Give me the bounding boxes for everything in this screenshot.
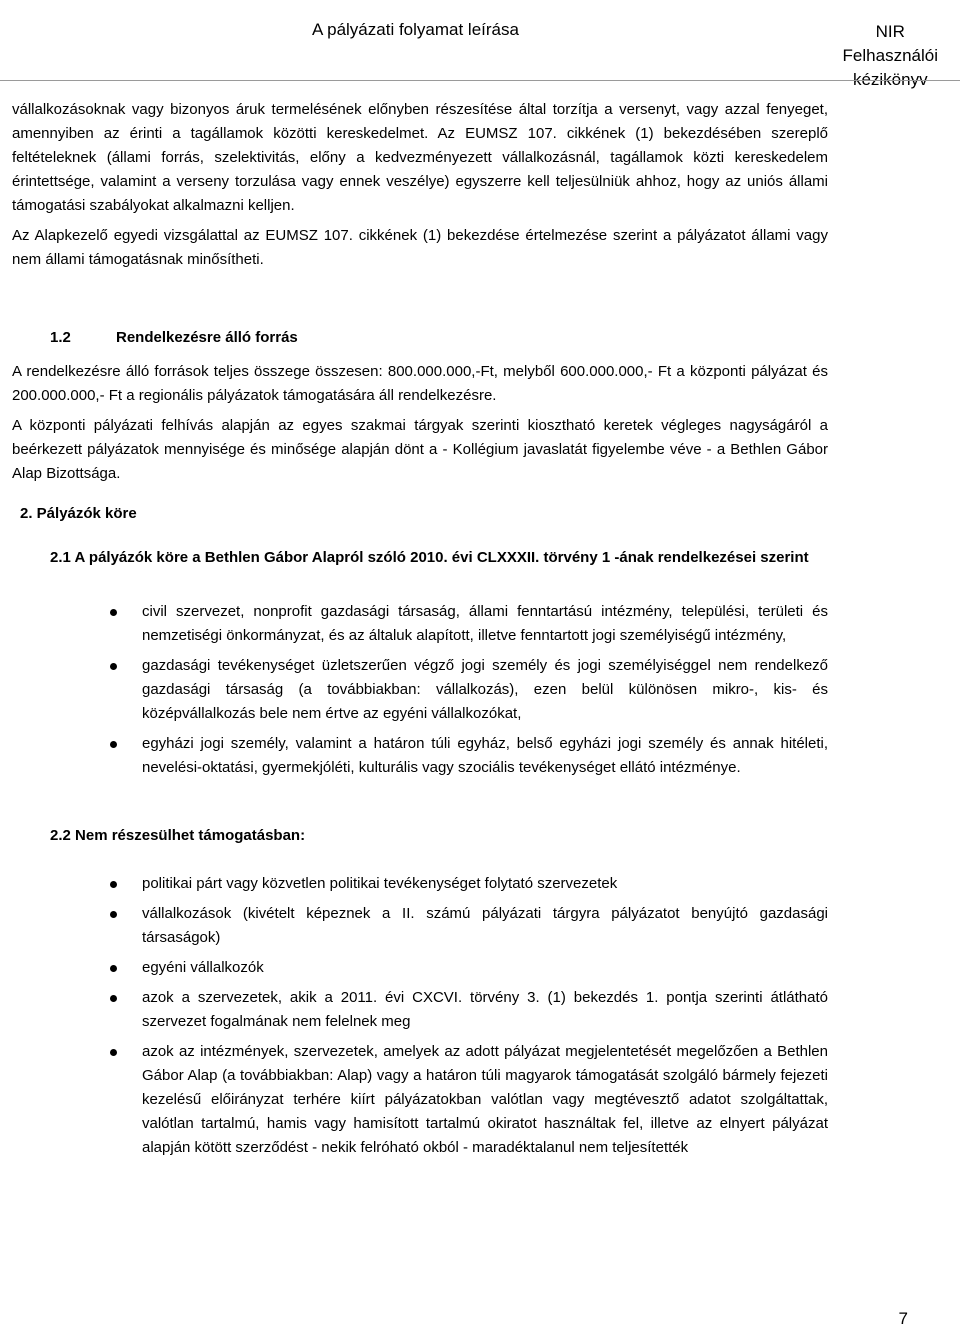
header-nir: NIR [875, 22, 905, 41]
list-item: azok az intézmények, szervezetek, amelyek az adott pályázat megjelentetését megelőzően a Bethlen Gábor Alap (a továbbiakban: Alap) vagy a határon túli magyarok támogatását szolgáló bármely fejezeti kezelésű előirányzat terhére kiírt pályázatokban valótlan vagy megtévesztő adatot szolgáltattak, valótlan tartalmú, hamis vagy hamisított tartalmú okiratot használtak fel, illetve az elnyert pályázat alapján kötött szerződést - nekik felróható okból - maradéktalanul nem teljesítették [12, 1040, 828, 1160]
section-heading-2-1: 2.1 A pályázók köre a Bethlen Gábor Alapról szóló 2010. évi CLXXXII. törvény 1 -ának rendelkezései szerint [50, 549, 809, 566]
bullet-icon [110, 609, 117, 616]
eligible-applicants-list [12, 600, 828, 780]
list-item: egyéni vállalkozók [12, 956, 828, 980]
section-heading-1-2 [12, 326, 828, 350]
header-kezikonyv: kézikönyv [852, 70, 928, 89]
section-number: 1.2 [50, 329, 71, 346]
paragraph-funds-total: A rendelkezésre álló források teljes összege összesen: 800.000.000,-Ft, melyből 600.000.000,- Ft a központi pályázat és 200.000.000,- Ft a regionális pályázatok támogatására áll rendelkezésre. [12, 363, 828, 404]
section-heading-2: 2. Pályázók köre [20, 505, 137, 522]
list-item: vállalkozások (kivételt képeznek a II. számú pályázati tárgyra pályázatot benyújtó gazdasági társaságok) [12, 902, 828, 950]
list-item: azok a szervezetek, akik a 2011. évi CXCVI. törvény 3. (1) bekezdés 1. pontja szerinti átlátható szervezet fogalmának nem felelnek meg [12, 986, 828, 1034]
ineligible-list [12, 872, 828, 1160]
section-heading-2-2: 2.2 Nem részesülhet támogatásban: [50, 827, 306, 844]
list-item: civil szervezet, nonprofit gazdasági társaság, állami fenntartású intézmény, települési, területi és nemzetiségi önkormányzat, és az általuk alapított, illetve fenntartott jogi személyiségű intézmény, [12, 600, 828, 648]
list-item: gazdasági tevékenységet üzletszerűen végző jogi személy és jogi személyiséggel nem rendelkező gazdasági társaság (a továbbiakban: vállalkozás), ezen belül különösen mikro-, kis- és középvállalkozás bele nem értve az egyéni vállalkozókat, [12, 654, 828, 726]
header-title: A pályázati folyamat leírása [312, 20, 519, 39]
list-item: politikai párt vagy közvetlen politikai tevékenységet folytató szervezetek [12, 872, 828, 896]
header-felhasznaloi: Felhasználói [842, 46, 938, 65]
list-item: egyházi jogi személy, valamint a határon túli egyház, belső egyházi jogi személy és annak hitéleti, nevelési-oktatási, gyermekjóléti, kulturális vagy szociális tevékenységet ellátó intézménye. [12, 732, 828, 780]
bullet-icon [110, 965, 117, 972]
header-manual-label [843, 20, 938, 92]
document-body [12, 98, 828, 1166]
paragraph-alapkezelo: Az Alapkezelő egyedi vizsgálattal az EUMSZ 107. cikkének (1) bekezdése értelmezése szerint a pályázatot állami vagy nem állami támogatásnak minősítheti. [12, 227, 828, 268]
paragraph-state-aid: vállalkozásoknak vagy bizonyos áruk termelésének előnyben részesítése által torzítja a versenyt, vagy azzal fenyeget, amennyiben az érinti a tagállamok közötti kereskedelmet. Az EUMSZ 107. cikkének (1) bekezdésében szereplő feltételeknek (állami forrás, szelektivitás, előny a kedvezményezett vállalkozásnál, tagállamok közti kereskedelem érintettsége, valamint a verseny torzulása vagy ennek veszélye) egyszerre kell teljesülniük ahhoz, hogy az uniós állami támogatási szabályokat alkalmazni kelljen. [12, 101, 828, 214]
bullet-icon [110, 881, 117, 888]
bullet-icon [110, 995, 117, 1002]
bullet-icon [110, 663, 117, 670]
bullet-icon [110, 1049, 117, 1056]
page-number: 7 [898, 1309, 908, 1328]
bullet-icon [110, 911, 117, 918]
section-title: Rendelkezésre álló forrás [116, 329, 298, 346]
bullet-icon [110, 741, 117, 748]
header-divider [0, 80, 960, 81]
paragraph-central-call: A központi pályázati felhívás alapján az egyes szakmai tárgyak szerinti kiosztható keretek végleges nagyságáról a beérkezett pályázatok mennyisége és minősége alapján dönt a - Kollégium javaslatát figyelembe véve - a Bethlen Gábor Alap Bizottsága. [12, 417, 828, 482]
